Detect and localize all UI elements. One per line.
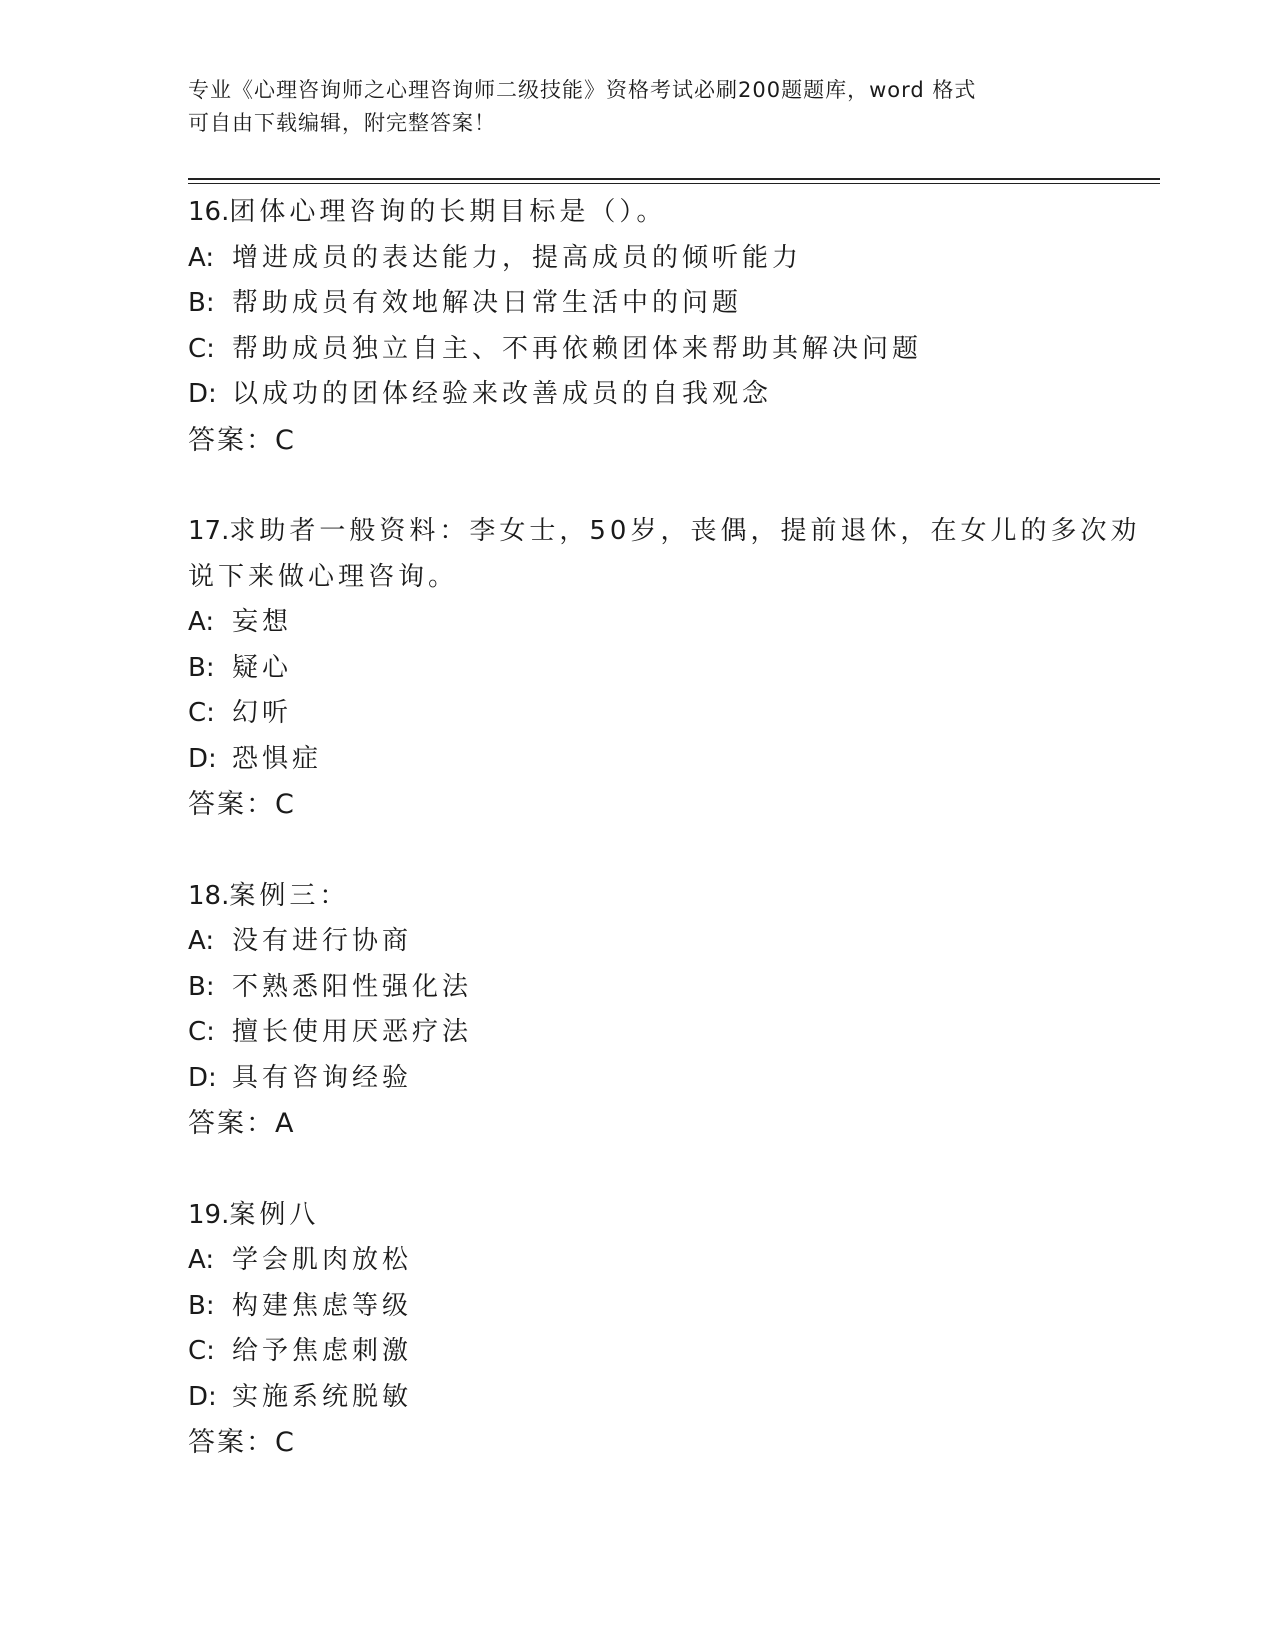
option-d: [188, 1375, 1148, 1421]
header-divider-thick: [188, 178, 1160, 180]
option-letter: C:: [188, 698, 215, 728]
header-divider-thin: [188, 183, 1160, 184]
option-text: 具有咨询经验: [232, 1062, 413, 1093]
answer-line: 答案：A: [188, 1108, 296, 1139]
option-letter: B:: [188, 1290, 215, 1321]
option-text: 学会肌肉放松: [232, 1245, 413, 1275]
option-b: [188, 646, 1148, 692]
option-letter: C:: [188, 333, 215, 364]
option-b: [188, 1284, 1148, 1330]
answer-line: 答案：C: [188, 789, 296, 820]
question-18: [188, 874, 1148, 1147]
question-stem: [188, 190, 1148, 236]
header-line-1: 专业《心理咨询师之心理咨询师二级技能》资格考试必刷200题题库，word 格式: [188, 78, 977, 102]
option-a: [188, 919, 1148, 965]
option-letter: B:: [188, 288, 215, 318]
question-text: 团体心理咨询的长期目标是（）。: [229, 197, 667, 227]
question-stem: [188, 509, 1148, 600]
option-text: 帮助成员独立自主、不再依赖团体来帮助其解决问题: [232, 333, 923, 364]
option-text: 擅长使用厌恶疗法: [232, 1017, 473, 1047]
option-d: [188, 372, 1148, 418]
option-letter: D:: [188, 1062, 217, 1093]
option-c: [188, 691, 1148, 737]
option-text: 没有进行协商: [232, 926, 413, 956]
option-text: 幻听: [232, 698, 293, 728]
option-c: [188, 327, 1148, 373]
page-header: [188, 74, 1088, 140]
option-text: 恐惧症: [232, 743, 323, 774]
option-c: [188, 1010, 1148, 1056]
option-text: 实施系统脱敏: [232, 1381, 413, 1412]
question-number: 18.: [188, 880, 230, 911]
question-text: 求助者一般资料：李女士，50岁，丧偶，提前退休，在女儿的多次劝说下来做心理咨询。: [188, 516, 1141, 592]
option-c: [188, 1329, 1148, 1375]
question-text: 案例三：: [229, 880, 350, 911]
option-d: [188, 1056, 1148, 1102]
question-number: 19.: [188, 1199, 230, 1230]
option-b: [188, 965, 1148, 1011]
header-line-2: 可自由下载编辑，附完整答案！: [188, 111, 496, 135]
option-letter: B:: [188, 652, 215, 683]
option-text: 疑心: [232, 652, 293, 683]
option-text: 给予焦虑刺激: [232, 1336, 413, 1366]
option-text: 妄想: [232, 607, 293, 637]
option-text: 帮助成员有效地解决日常生活中的问题: [232, 288, 743, 318]
question-number: 16.: [188, 197, 230, 227]
question-number: 17.: [188, 516, 230, 546]
question-stem: [188, 874, 1148, 920]
option-b: [188, 281, 1148, 327]
option-letter: D:: [188, 1381, 217, 1412]
option-a: [188, 236, 1148, 282]
option-letter: D:: [188, 743, 217, 774]
option-letter: A:: [188, 242, 215, 273]
answer-line: 答案：C: [188, 424, 296, 456]
option-text: 以成功的团体经验来改善成员的自我观念: [232, 379, 773, 409]
question-16: [188, 190, 1148, 463]
answer-line: 答案：C: [188, 1427, 296, 1458]
question-stem: [188, 1193, 1148, 1239]
question-list: [188, 190, 1148, 1512]
question-text: 案例八: [229, 1199, 320, 1230]
question-19: [188, 1193, 1148, 1466]
option-letter: A:: [188, 1245, 215, 1275]
option-letter: C:: [188, 1017, 215, 1047]
option-a: [188, 600, 1148, 646]
option-letter: C:: [188, 1336, 215, 1366]
option-letter: B:: [188, 971, 215, 1002]
question-17: [188, 509, 1148, 828]
option-a: [188, 1238, 1148, 1284]
option-letter: A:: [188, 926, 215, 956]
option-letter: A:: [188, 607, 215, 637]
option-d: [188, 737, 1148, 783]
option-text: 构建焦虑等级: [232, 1290, 413, 1321]
option-letter: D:: [188, 379, 217, 409]
option-text: 增进成员的表达能力，提高成员的倾听能力: [232, 242, 803, 273]
option-text: 不熟悉阳性强化法: [232, 971, 473, 1002]
